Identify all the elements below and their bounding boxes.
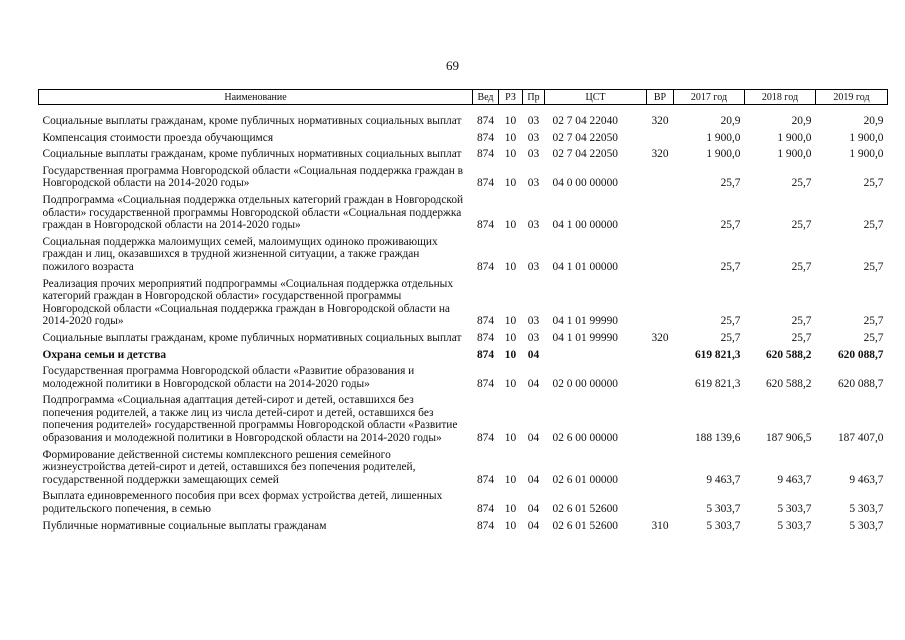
- row-vr: [647, 390, 674, 444]
- row-amount-2018: 620 588,2: [765, 377, 812, 390]
- row-amount-2017: 9 463,7: [706, 473, 741, 486]
- table-row: [39, 345, 888, 362]
- row-pr: 03: [527, 315, 540, 328]
- table-row: [39, 516, 888, 533]
- row-rz: 10: [504, 432, 517, 445]
- row-pr: 04: [527, 473, 540, 486]
- row-amount-2019: 25,7: [863, 219, 884, 232]
- row-rz: 10: [504, 519, 517, 532]
- row-amount-2017: 25,7: [720, 331, 741, 344]
- table-row: [39, 232, 888, 274]
- row-vr: [647, 345, 674, 362]
- row-rz: 10: [504, 148, 517, 161]
- row-amount-2018: 20,9: [791, 115, 812, 127]
- row-rz: 10: [504, 331, 517, 344]
- row-ved: 874: [476, 177, 495, 190]
- row-name: Формирование действенной системы комплексного решения семейного жизнеустройства детей-сирот и детей, оставшихся без попечения родителей, государственной поддержки замещающих семей: [42, 448, 416, 486]
- row-amount-2017: 20,9: [720, 115, 741, 127]
- row-amount-2018: 187 906,5: [765, 432, 812, 445]
- row-name: Социальные выплаты гражданам, кроме публичных нормативных социальных выплат: [42, 331, 462, 344]
- table-row: [39, 390, 888, 444]
- row-amount-2019: 9 463,7: [849, 473, 884, 486]
- row-rz: 10: [504, 177, 517, 190]
- row-vr: [647, 361, 674, 390]
- budget-table: [38, 89, 888, 532]
- table-row: [39, 128, 888, 145]
- row-name: Компенсация стоимости проезда обучающимся: [42, 131, 274, 144]
- row-amount-2017: 619 821,3: [694, 377, 741, 390]
- table-row: [39, 328, 888, 345]
- row-amount-2017: 188 139,6: [694, 432, 741, 445]
- row-vr: 320: [651, 115, 669, 127]
- row-name: Социальные выплаты гражданам, кроме публичных нормативных социальных выплат: [42, 115, 462, 127]
- col-header-name: Наименование: [39, 90, 473, 105]
- row-amount-2018: 1 900,0: [777, 131, 812, 144]
- row-name: Подпрограмма «Социальная поддержка отдельных категорий граждан в Новгородской области» государственной программы Новгородской области «Социальная поддержка граждан в Новгородской области на 2014-2020 годы»: [42, 193, 464, 232]
- row-pr: 03: [527, 219, 540, 232]
- row-pr: 03: [527, 148, 540, 161]
- row-amount-2018: 1 900,0: [777, 148, 812, 161]
- row-cst: 02 7 04 22050: [552, 148, 618, 161]
- row-amount-2017: 1 900,0: [706, 131, 741, 144]
- row-ved: 874: [476, 432, 495, 445]
- col-header-cst: ЦСТ: [545, 90, 647, 105]
- row-amount-2017: 5 303,7: [706, 519, 741, 532]
- row-pr: 03: [527, 260, 540, 273]
- row-amount-2017: 619 821,3: [694, 348, 741, 361]
- row-rz: 10: [504, 377, 517, 390]
- row-amount-2017: 25,7: [720, 177, 741, 190]
- row-rz: 10: [504, 260, 517, 273]
- table-header-row: [39, 90, 888, 105]
- col-header-2018: 2018 год: [745, 90, 816, 105]
- row-rz: 10: [504, 115, 517, 127]
- row-cst: 02 7 04 22050: [552, 131, 618, 144]
- row-amount-2019: 25,7: [863, 260, 884, 273]
- row-rz: 10: [504, 503, 517, 516]
- row-pr: 04: [527, 503, 540, 516]
- row-amount-2019: 25,7: [863, 315, 884, 328]
- row-rz: 10: [504, 473, 517, 486]
- row-rz: 10: [504, 131, 517, 144]
- row-name: Реализация прочих мероприятий подпрограммы «Социальная поддержка отдельных категорий граждан в Новгородской области» государственной программы Новгородской области «Социальная поддержка граждан в Новгородской области на 2014-2020 годы»: [42, 277, 454, 328]
- row-ved: 874: [476, 131, 495, 144]
- row-pr: 04: [527, 377, 540, 390]
- row-amount-2018: 25,7: [791, 177, 812, 190]
- row-amount-2018: 25,7: [791, 331, 812, 344]
- row-cst: 04 0 00 00000: [552, 177, 618, 190]
- row-amount-2017: 25,7: [720, 315, 741, 328]
- row-vr: 320: [651, 148, 669, 161]
- page-number: 69: [446, 58, 459, 73]
- row-vr: [647, 190, 674, 232]
- row-name: Социальные выплаты гражданам, кроме публичных нормативных социальных выплат: [42, 148, 462, 161]
- row-amount-2019: 187 407,0: [837, 432, 884, 445]
- row-amount-2017: 25,7: [720, 260, 741, 273]
- row-amount-2017: 5 303,7: [706, 503, 741, 516]
- row-vr: [647, 486, 674, 515]
- row-pr: 04: [527, 519, 540, 532]
- col-header-pr: Пр: [523, 90, 545, 105]
- row-amount-2017: 25,7: [720, 219, 741, 232]
- row-cst: 04 1 01 99990: [552, 331, 618, 344]
- row-amount-2019: 1 900,0: [849, 131, 884, 144]
- row-amount-2019: 1 900,0: [849, 148, 884, 161]
- row-amount-2019: 620 088,7: [837, 348, 884, 361]
- table-row: [39, 445, 888, 487]
- table-row: [39, 274, 888, 328]
- row-cst: [545, 345, 647, 362]
- table-row: [39, 144, 888, 161]
- col-header-2017: 2017 год: [674, 90, 745, 105]
- row-pr: 04: [527, 348, 540, 361]
- row-ved: 874: [476, 148, 495, 161]
- row-ved: 874: [476, 519, 495, 532]
- row-amount-2018: 620 588,2: [765, 348, 812, 361]
- row-amount-2019: 5 303,7: [849, 519, 884, 532]
- row-ved: 874: [476, 503, 495, 516]
- row-cst: 02 6 01 00000: [552, 473, 618, 486]
- row-cst: 02 0 00 00000: [552, 377, 618, 390]
- row-name: Выплата единовременного пособия при всех формах устройства детей, лишенных родительского попечения, в семью: [42, 490, 443, 516]
- row-cst: 04 1 01 00000: [552, 260, 618, 273]
- row-amount-2018: 5 303,7: [777, 519, 812, 532]
- row-name: Публичные нормативные социальные выплаты гражданам: [42, 519, 327, 532]
- row-vr: 310: [651, 519, 669, 532]
- row-pr: 03: [527, 131, 540, 144]
- col-header-rz: РЗ: [499, 90, 523, 105]
- row-amount-2018: 25,7: [791, 260, 812, 273]
- row-vr: 320: [651, 331, 669, 344]
- row-ved: 874: [476, 315, 495, 328]
- row-vr: [647, 128, 674, 145]
- table-row: [39, 190, 888, 232]
- row-amount-2019: 20,9: [863, 115, 884, 127]
- row-name: Охрана семьи и детства: [42, 348, 167, 361]
- row-vr: [647, 445, 674, 487]
- row-amount-2019: 25,7: [863, 331, 884, 344]
- row-ved: 874: [476, 348, 495, 361]
- col-header-vr: ВР: [647, 90, 674, 105]
- row-amount-2019: 620 088,7: [837, 377, 884, 390]
- row-rz: 10: [504, 219, 517, 232]
- row-ved: 874: [476, 115, 495, 127]
- row-cst: 02 6 01 52600: [552, 519, 618, 532]
- row-cst: 02 6 00 00000: [552, 432, 618, 445]
- row-ved: 874: [476, 219, 495, 232]
- row-pr: 03: [527, 177, 540, 190]
- row-amount-2018: 9 463,7: [777, 473, 812, 486]
- col-header-ved: Вед: [473, 90, 499, 105]
- row-name: Государственная программа Новгородской области «Социальная поддержка граждан в Новгородской области на 2014-2020 годы»: [42, 164, 464, 190]
- row-vr: [647, 161, 674, 190]
- row-amount-2017: 1 900,0: [706, 148, 741, 161]
- row-pr: 03: [527, 331, 540, 344]
- table-row: [39, 361, 888, 390]
- table-row: [39, 486, 888, 515]
- row-amount-2018: 5 303,7: [777, 503, 812, 516]
- table-row: [39, 111, 888, 128]
- row-amount-2019: 5 303,7: [849, 503, 884, 516]
- row-name: Социальная поддержка малоимущих семей, малоимущих одиноко проживающих граждан и лиц, оказавшихся в трудной жизненной ситуации, а также граждан пожилого возраста: [42, 235, 438, 273]
- row-amount-2018: 25,7: [791, 219, 812, 232]
- row-rz: 10: [504, 315, 517, 328]
- row-amount-2018: 25,7: [791, 315, 812, 328]
- row-cst: 02 7 04 22040: [552, 115, 618, 127]
- row-ved: 874: [476, 473, 495, 486]
- row-cst: 02 6 01 52600: [552, 503, 618, 516]
- row-ved: 874: [476, 331, 495, 344]
- row-vr: [647, 232, 674, 274]
- row-name: Подпрограмма «Социальная адаптация детей-сирот и детей, оставшихся без попечения родителей, а также лиц из числа детей-сирот и детей, оставшихся без попечения родителей» государственной программы Новгородской области «Развитие образования и молодежной политики в Новгородской области на 2014-2020 годы»: [42, 394, 458, 445]
- row-pr: 03: [527, 115, 540, 127]
- col-header-2019: 2019 год: [816, 90, 888, 105]
- table-body: [39, 105, 888, 533]
- table-row: [39, 161, 888, 190]
- row-vr: [647, 274, 674, 328]
- row-ved: 874: [476, 260, 495, 273]
- row-cst: 04 1 01 99990: [552, 315, 618, 328]
- row-cst: 04 1 00 00000: [552, 219, 618, 232]
- row-pr: 04: [527, 432, 540, 445]
- row-ved: 874: [476, 377, 495, 390]
- row-rz: 10: [504, 348, 517, 361]
- row-amount-2019: 25,7: [863, 177, 884, 190]
- row-name: Государственная программа Новгородской области «Развитие образования и молодежной политики в Новгородской области на 2014-2020 годы»: [42, 365, 415, 390]
